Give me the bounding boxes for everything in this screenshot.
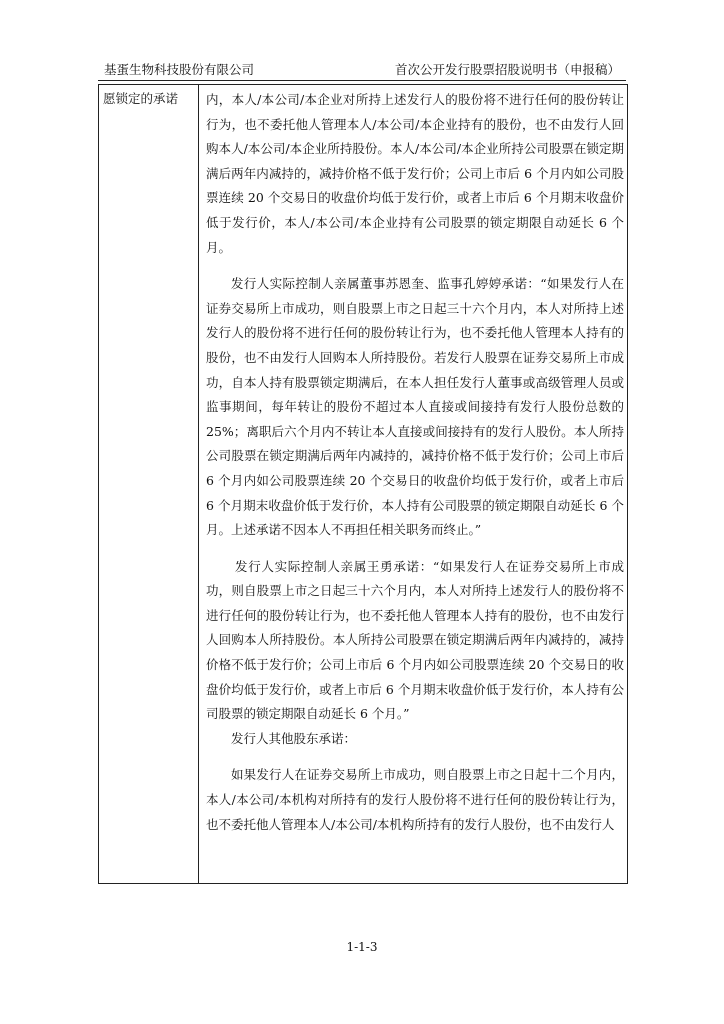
paragraph-other-shareholders-commitment: 如果发行人在证券交易所上市成功，则自股票上市之日起十二个月内，本人/本公司/本机构对所持有的发行人股份将不进行任何的股份转让行为，也不委托他人管理本人/本公司/本机构所持有的发行人股份，也不由发行人 bbox=[206, 767, 624, 832]
page-header bbox=[98, 58, 626, 81]
paragraph-director-supervisor-commitment: 发行人实际控制人亲属董事苏恩奎、监事孔婷婷承诺：“如果发行人在证券交易所上市成功，则自股票上市之日起三十六个月内，本人对所持上述发行人的股份将不进行任何的股份转让行为，也不委托他人管理本人持有的股份，也不由发行人回购本人所持股份。若发行人股票在证券交易所上市成功，自本人持有股票锁定期满后，在本人担任发行人董事或高级管理人员或监事期间，每年转让的股份不超过本人直接或间接持有发行人股份总数的 25%；离职后六个月内不转让本人直接或间接持有的发行人股份。本人所持公司股票在锁定期满后两年内减持的，减持价格不低于发行价；公司上市后 6 个月内如公司股票连续 20 个交易日的收盘价均低于发行价，或者上市后 6 个月期末收盘价低于发行价，本人持有公司股票的锁定期限自动延长 6 个月。上述承诺不因本人不再担任相关职务而终止。” bbox=[206, 276, 624, 538]
column-divider bbox=[198, 85, 199, 883]
paragraph-wangyong-commitment: 发行人实际控制人亲属王勇承诺：“如果发行人在证券交易所上市成功，则自股票上市之日起三十六个月内，本人对所持上述发行人的股份将不进行任何的股份转让行为，也不委托他人管理本人持有的股份，也不由发行人回购本人所持股份。本人所持公司股票在锁定期满后两年内减持的，减持价格不低于发行价；公司上市后 6 个月内如公司股票连续 20 个交易日的收盘价均低于发行价，或者上市后 6 个月期末收盘价低于发行价，本人持有公司股票的锁定期限自动延长 6 个月。” bbox=[206, 558, 624, 722]
document-title: 首次公开发行股票招股说明书（申报稿） bbox=[394, 62, 620, 77]
page-number: 1-1-3 bbox=[346, 940, 378, 954]
row-label: 愿锁定的承诺 bbox=[103, 91, 179, 106]
company-name: 基蛋生物科技股份有限公司 bbox=[104, 62, 255, 77]
paragraph-other-shareholders-heading: 发行人其他股东承诺： bbox=[231, 730, 357, 746]
commitment-text-cell bbox=[206, 88, 624, 837]
commitment-table bbox=[98, 84, 628, 884]
paragraph-lockup-continued: 内，本人/本公司/本企业对所持上述发行人的股份将不进行任何的股份转让行为，也不委托他人管理本人/本公司/本企业持有的股份，也不由发行人回购本人/本公司/本企业所持股份。本人/本公司/本企业所持公司股票在锁定期满后两年内减持的，减持价格不低于发行价；公司上市后 6 个月内如公司股票连续 20 个交易日的收盘价均低于发行价，或者上市后 6 个月期末收盘价低于发行价，本人/本公司/本企业持有公司股票的锁定期限自动延长 6 个月。 bbox=[206, 92, 624, 255]
